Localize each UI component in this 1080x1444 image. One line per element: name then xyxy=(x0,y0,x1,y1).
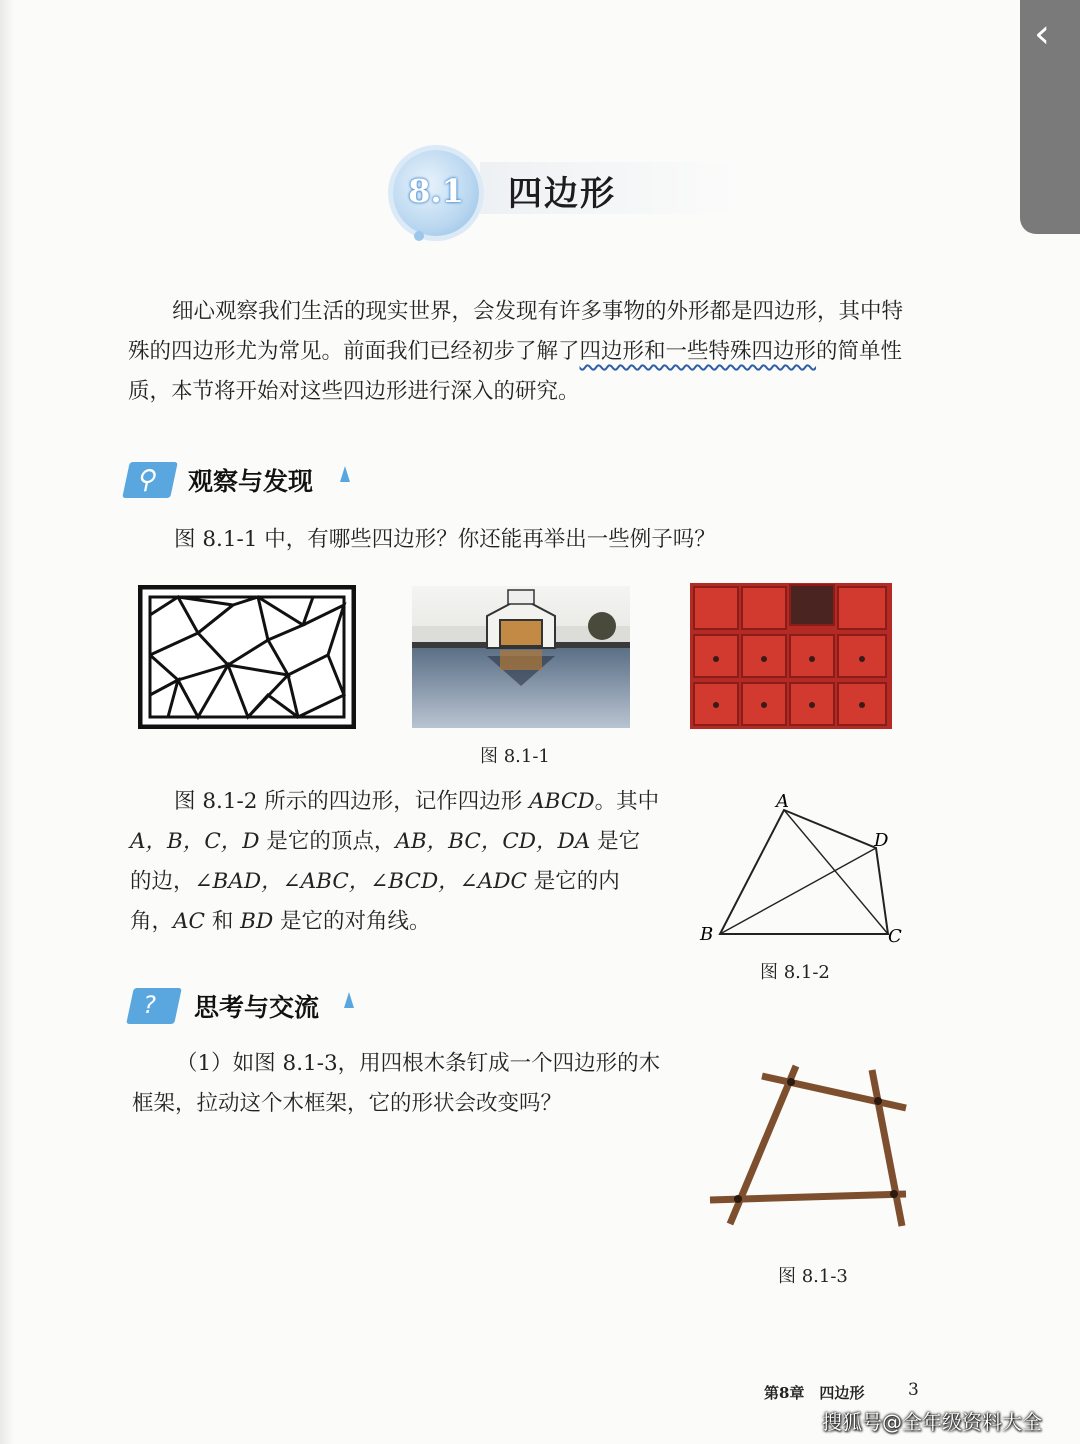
question-icon: ? xyxy=(140,991,159,1019)
think-heading-label: 思考与交流 xyxy=(194,993,320,1022)
vertex-label-d: D xyxy=(874,830,889,851)
observe-heading xyxy=(126,462,386,502)
observe-heading-label: 观察与发现 xyxy=(188,467,314,496)
section-badge xyxy=(393,150,479,236)
wavy-underlined-text: 四边形和一些特殊四边形 xyxy=(579,339,817,364)
badge-dot xyxy=(414,231,424,241)
back-button[interactable] xyxy=(1020,0,1080,234)
vertex-label-a: A xyxy=(776,791,789,812)
heading-triangle xyxy=(340,466,350,482)
lattice-window-image xyxy=(138,585,356,729)
building-reflection-photo xyxy=(412,586,630,728)
think-icon-box xyxy=(126,988,182,1024)
quadrilateral-abcd-diagram xyxy=(690,788,920,948)
page-number: 3 xyxy=(908,1380,919,1400)
heading-triangle xyxy=(344,992,354,1008)
observe-icon-box xyxy=(122,462,178,498)
figure-caption-8-1-1: 图 8.1-1 xyxy=(480,746,550,767)
observe-prompt: 图 8.1-1 中，有哪些四边形？你还能再举出一些例子吗？ xyxy=(174,527,716,552)
intro-paragraph xyxy=(128,292,918,412)
intro-text: 细心观察我们生活的现实世界，会发现有许多事物的外形都是四边形，其中特殊的四边形尤为常见。前面我们已经初步了解了 xyxy=(128,299,904,364)
watermark: 搜狐号@全年级资料大全 xyxy=(822,1410,1042,1434)
vertex-label-c: C xyxy=(888,926,902,947)
quadrilateral-outline xyxy=(720,810,888,934)
diagonal-ac xyxy=(784,810,888,934)
figure-caption-8-1-3: 图 8.1-3 xyxy=(778,1266,848,1287)
vertex-label-b: B xyxy=(700,924,714,945)
chapter-footer: 第8章 四边形 xyxy=(764,1384,865,1402)
quad-definition-paragraph: 图 8.1-2 所示的四边形，记作四边形 ABCD。其中A，B，C，D 是它的顶点，AB，BC，CD，DA 是它的边，∠BAD，∠ABC，∠BCD，∠ADC 是它的内角，AC 和 BD 是它的对角线。 xyxy=(130,789,660,934)
section-title: 四边形 xyxy=(508,174,616,214)
right-bar xyxy=(872,1070,902,1226)
chevron-left-icon: ‹ xyxy=(1034,11,1050,57)
think-heading xyxy=(126,988,386,1028)
figure-caption-8-1-2: 图 8.1-2 xyxy=(760,962,830,983)
red-drawer-cabinet-photo xyxy=(690,583,892,729)
wooden-frame-diagram xyxy=(706,1064,912,1230)
magnifier-icon: ⚲ xyxy=(134,465,161,495)
think-question-1: （1）如图 8.1-3，用四根木条钉成一个四边形的木框架，拉动这个木框架，它的形状会改变吗？ xyxy=(132,1051,661,1116)
page-edge-shadow xyxy=(0,0,14,1444)
section-number: 8.1 xyxy=(408,172,464,210)
intro-text-end: 的简单性质，本节将开始对这些四边形进行深入的研究。 xyxy=(128,339,903,404)
